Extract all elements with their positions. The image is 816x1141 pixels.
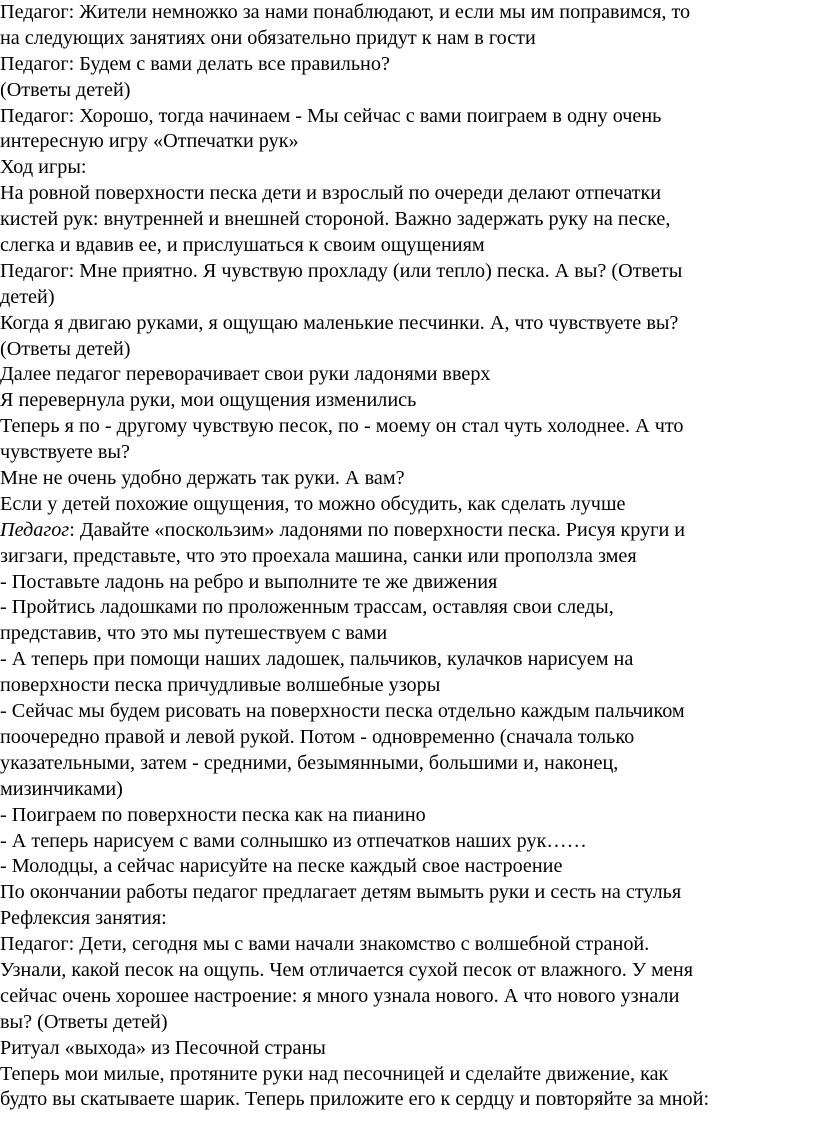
- text-line: - А теперь нарисуем с вами солнышко из отпечатков наших рук……: [0, 829, 587, 852]
- text-line: чувствуете вы?: [0, 441, 130, 464]
- text-line: Я перевернула руки, мои ощущения изменились: [0, 389, 417, 412]
- text-line: Рефлексия занятия:: [0, 907, 167, 930]
- text-line: Педагог: Будем с вами делать все правильно?: [0, 52, 390, 75]
- text-line: - Пройтись ладошками по проложенным трассам, оставляя свои следы,: [0, 596, 614, 619]
- text-line: интересную игру «Отпечатки рук»: [0, 130, 299, 153]
- text-line: Теперь мои милые, протяните руки над песочницей и сделайте движение, как: [0, 1062, 669, 1085]
- text-line: Педагог: Дети, сегодня мы с вами начали знакомство с волшебной страной.: [0, 933, 650, 956]
- text-line: Педагог: Мне приятно. Я чувствую прохладу (или тепло) песка. А вы? (Ответы: [0, 259, 683, 282]
- text-line: представив, что это мы путешествуем с вами: [0, 622, 388, 645]
- text-line: на следующих занятиях они обязательно придут к нам в гости: [0, 26, 536, 49]
- text-line: На ровной поверхности песка дети и взрослый по очереди делают отпечатки: [0, 182, 662, 205]
- text-line: (Ответы детей): [0, 337, 131, 360]
- text-line: Педагог: Жители немножко за нами понаблюдают, и если мы им поправимся, то: [0, 1, 691, 23]
- text-line: указательными, затем - средними, безымянными, большими и, наконец,: [0, 751, 619, 774]
- text-line: сейчас очень хорошее настроение: я много узнала нового. А что нового узнали: [0, 984, 680, 1007]
- italic-speaker-label: Педагог: [0, 518, 70, 541]
- text-line: Мне не очень удобно держать так руки. А вам?: [0, 467, 405, 490]
- italic-line-rest: : Давайте «поскользим» ладонями по поверхности песка. Рисуя круги и: [69, 518, 686, 541]
- text-line: - А теперь при помощи наших ладошек, пальчиков, кулачков нарисуем на: [0, 648, 634, 671]
- text-line: Педагог: Хорошо, тогда начинаем - Мы сейчас с вами поиграем в одну очень: [0, 104, 662, 127]
- text-line: будто вы скатываете шарик. Теперь приложите его к сердцу и повторяйте за мной:: [0, 1088, 710, 1111]
- text-line: кистей рук: внутренней и внешней стороной. Важно задержать руку на песке,: [0, 208, 671, 231]
- text-line: Если у детей похожие ощущения, то можно обсудить, как сделать лучше: [0, 492, 626, 515]
- text-line: Теперь я по - другому чувствую песок, по - моему он стал чуть холоднее. А что: [0, 415, 684, 438]
- text-line: поверхности песка причудливые волшебные узоры: [0, 674, 441, 697]
- text-line: - Сейчас мы будем рисовать на поверхности песка отдельно каждым пальчиком: [0, 700, 685, 723]
- text-line: детей): [0, 285, 55, 308]
- text-line: Когда я двигаю руками, я ощущаю маленькие песчинки. А, что чувствуете вы?: [0, 311, 679, 334]
- text-line: Далее педагог переворачивает свои руки ладонями вверх: [0, 363, 491, 386]
- text-line: мизинчиками): [0, 777, 123, 800]
- text-line: Ход игры:: [0, 156, 87, 179]
- text-line: Узнали, какой песок на ощупь. Чем отличается сухой песок от влажного. У меня: [0, 958, 693, 981]
- text-line: По окончании работы педагог предлагает детям вымыть руки и сесть на стулья: [0, 881, 682, 904]
- text-line-italic-lead: [0, 518, 816, 544]
- text-line: вы? (Ответы детей): [0, 1010, 168, 1033]
- text-line: (Ответы детей): [0, 78, 131, 101]
- text-line: - Поиграем по поверхности песка как на пианино: [0, 803, 426, 826]
- text-line: - Молодцы, а сейчас нарисуйте на песке каждый свое настроение: [0, 855, 563, 878]
- text-line: зигзаги, представьте, что это проехала машина, санки или проползла змея: [0, 544, 637, 567]
- text-line: поочередно правой и левой рукой. Потом - одновременно (сначала только: [0, 725, 635, 748]
- text-line: - Поставьте ладонь на ребро и выполните те же движения: [0, 570, 498, 593]
- text-line: слегка и вдавив ее, и прислушаться к своим ощущениям: [0, 234, 485, 257]
- text-line: Ритуал «выхода» из Песочной страны: [0, 1036, 326, 1059]
